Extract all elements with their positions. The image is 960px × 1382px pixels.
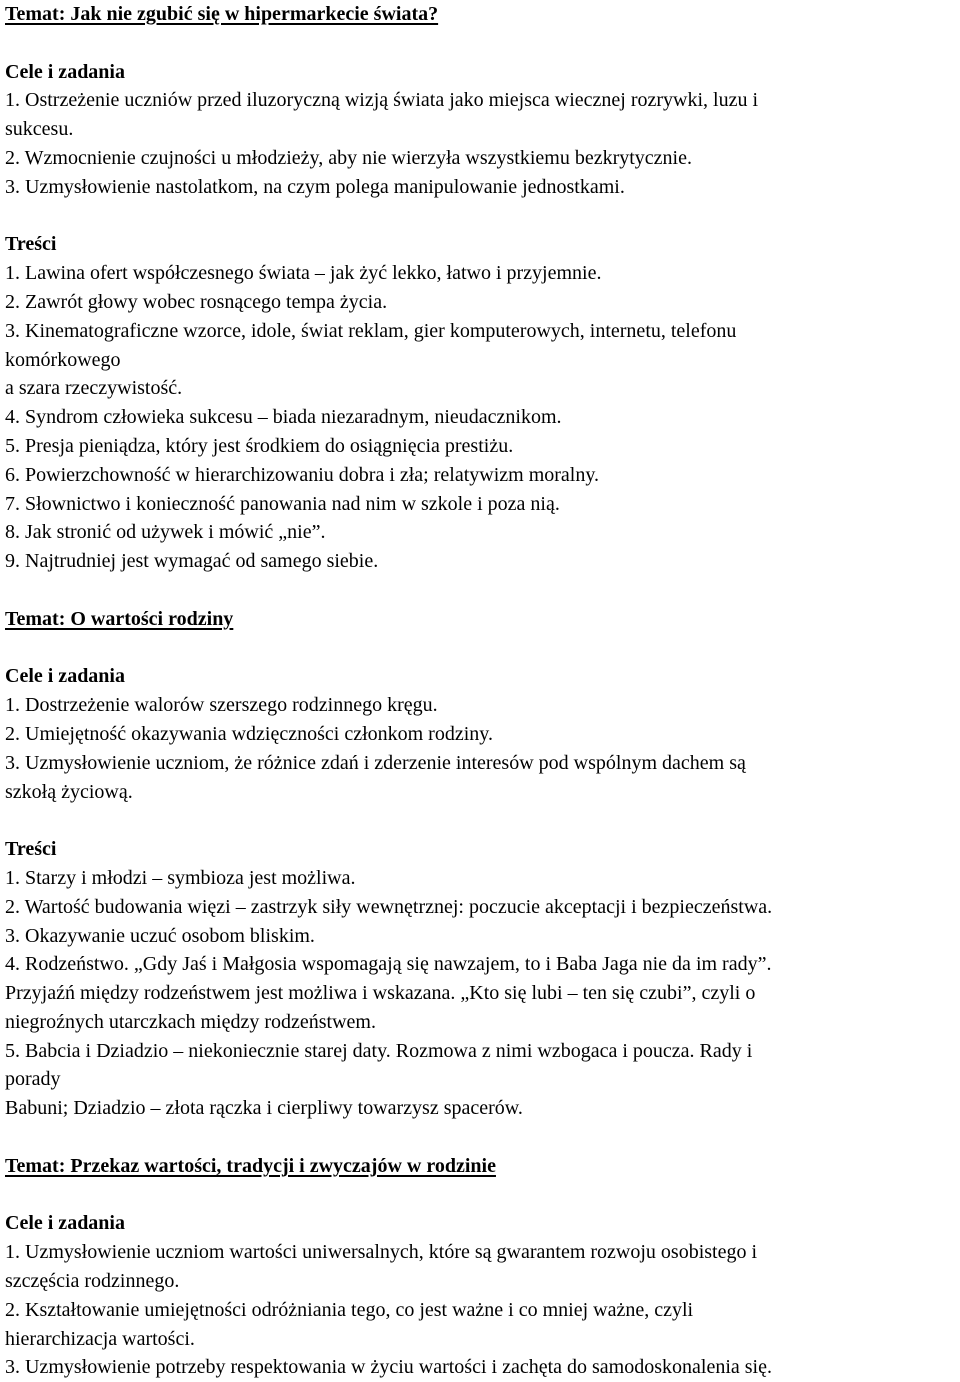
content-item: 3. Kinematograficzne wzorce, idole, świat reklam, gier komputerowych, internetu, telefonu	[5, 319, 737, 342]
section-title: Temat: Przekaz wartości, tradycji i zwyczajów w rodzinie	[5, 1154, 496, 1177]
goal-item: 2. Umiejętność okazywania wdzięczności członkom rodziny.	[5, 722, 493, 745]
spacer	[5, 1181, 955, 1210]
goal-item: 1. Ostrzeżenie uczniów przed iluzoryczną wizją świata jako miejsca wiecznej rozrywki, luzu i	[5, 89, 759, 112]
content-item: porady	[5, 1068, 61, 1091]
content-item: 8. Jak stronić od używek i mówić „nie”.	[5, 521, 326, 544]
goals-heading: Cele i zadania	[5, 665, 125, 688]
content-item: Babuni; Dziadzio – złota rączka i cierpliwy towarzysz spacerów.	[5, 1097, 523, 1120]
goal-item: szkołą życiową.	[5, 780, 133, 803]
content-item: 2. Wartość budowania więzi – zastrzyk siły wewnętrznej: poczucie akceptacji i bezpieczeństwa.	[5, 895, 773, 918]
section-title: Temat: O wartości rodziny	[5, 607, 234, 630]
goal-item: 2. Wzmocnienie czujności u młodzieży, aby nie wierzyła wszystkiemu bezkrytycznie.	[5, 146, 692, 169]
goal-item: 2. Kształtowanie umiejętności odróżniania tego, co jest ważne i co mniej ważne, czyli	[5, 1298, 694, 1321]
content-item: a szara rzeczywistość.	[5, 377, 183, 400]
content-item: 3. Okazywanie uczuć osobom bliskim.	[5, 924, 315, 947]
content-item: Przyjaźń między rodzeństwem jest możliwa i wskazana. „Kto się lubi – ten się czubi”, czyli o	[5, 982, 756, 1005]
spacer	[5, 202, 955, 231]
content-item: 5. Presja pieniądza, który jest środkiem do osiągnięcia prestiżu.	[5, 434, 514, 457]
goal-item: hierarchizacja wartości.	[5, 1327, 195, 1350]
spacer	[5, 806, 955, 835]
goals-heading: Cele i zadania	[5, 1212, 125, 1235]
section-2	[5, 605, 955, 1123]
spacer	[5, 1123, 955, 1152]
content-item: niegroźnych utarczkach między rodzeństwem.	[5, 1010, 376, 1033]
goal-item: 3. Uzmysłowienie uczniom, że różnice zdań i zderzenie interesów pod wspólnym dachem są	[5, 751, 746, 774]
content-item: 4. Syndrom człowieka sukcesu – biada niezaradnym, nieudacznikom.	[5, 406, 562, 429]
content-item: 6. Powierzchowność w hierarchizowaniu dobra i zła; relatywizm moralny.	[5, 463, 600, 486]
content-item: 1. Starzy i młodzi – symbioza jest możliwa.	[5, 866, 356, 889]
goal-item: 1. Dostrzeżenie walorów szerszego rodzinnego kręgu.	[5, 694, 438, 717]
spacer	[5, 634, 955, 663]
content-heading: Treści	[5, 838, 57, 861]
goal-item: sukcesu.	[5, 118, 74, 141]
goal-item: 3. Uzmysłowienie potrzeby respektowania w życiu wartości i zachęta do samodoskonalenia się.	[5, 1356, 772, 1379]
content-item: 2. Zawrót głowy wobec rosnącego tempa życia.	[5, 290, 388, 313]
document-page	[5, 0, 955, 1382]
content-item: 4. Rodzeństwo. „Gdy Jaś i Małgosia wspomagają się nawzajem, to i Baba Jaga nie da im rady”.	[5, 953, 772, 976]
goal-item: szczęścia rodzinnego.	[5, 1270, 180, 1293]
section-title: Temat: Jak nie zgubić się w hipermarkecie świata?	[5, 3, 439, 25]
goal-item: 1. Uzmysłowienie uczniom wartości uniwersalnych, które są gwarantem rozwoju osobistego i	[5, 1241, 758, 1264]
content-item: 5. Babcia i Dziadzio – niekoniecznie starej daty. Rozmowa z nimi wzbogaca i poucza. Rady i	[5, 1039, 753, 1062]
content-item: komórkowego	[5, 348, 121, 371]
spacer	[5, 29, 955, 58]
goal-item: 3. Uzmysłowienie nastolatkom, na czym polega manipulowanie jednostkami.	[5, 175, 625, 198]
goals-heading: Cele i zadania	[5, 60, 125, 83]
content-item: 1. Lawina ofert współczesnego świata – jak żyć lekko, łatwo i przyjemnie.	[5, 262, 602, 285]
content-item: 7. Słownictwo i konieczność panowania nad nim w szkole i poza nią.	[5, 492, 560, 515]
section-3	[5, 1152, 955, 1382]
section-1	[5, 0, 955, 576]
content-item: 9. Najtrudniej jest wymagać od samego siebie.	[5, 550, 379, 573]
spacer	[5, 576, 955, 605]
content-heading: Treści	[5, 233, 57, 256]
